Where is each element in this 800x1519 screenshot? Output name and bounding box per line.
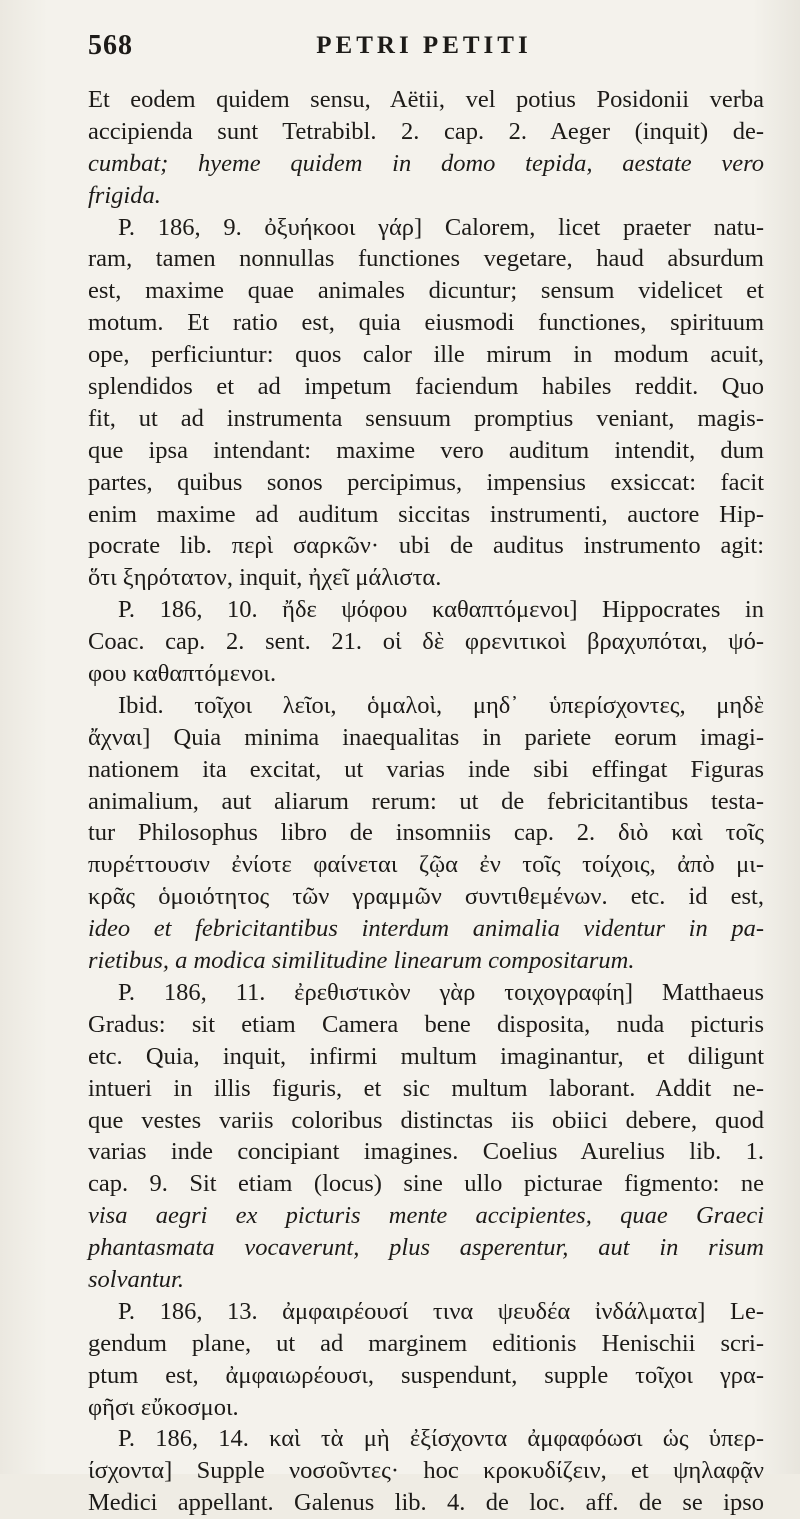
text-line: tur Philosophus libro de insomniis cap. 2. διὸ καὶ τοῖς [88, 819, 764, 847]
text-line: Ibid. τοῖχοι λεῖοι, ὁμαλοὶ, μηδ᾽ ὑπερίσχοντες, μηδὲ [118, 691, 764, 719]
page-number: 568 [88, 30, 133, 61]
text-line: ίσχοντα] Supple νοσοῦντες· hoc κροκυδίζειν, et ψηλαφᾷν [88, 1457, 764, 1485]
text-line: motum. Et ratio est, quia eiusmodi functiones, spirituum [88, 309, 764, 337]
text-line: Et eodem quidem sensu, Aëtii, vel potius Posidonii verba [88, 86, 764, 113]
text-line: ram, tamen nonnullas functiones vegetare, haud absurdum [88, 245, 764, 273]
text-line: ideo et febricitantibus interdum animalia videntur in pa- [88, 915, 764, 943]
text-line: animalium, aut aliarum rerum: ut de febricitantibus testa- [88, 787, 764, 815]
text-body [88, 84, 764, 1519]
text-line: que vestes variis coloribus distinctas iis obiici debere, quod [88, 1106, 764, 1134]
text-line: phantasmata vocaverunt, plus asperentur, aut in risum [88, 1234, 764, 1262]
text-line: φῆσι εὔκοσμοι. [88, 1393, 239, 1421]
text-line: P. 186, 14. καὶ τὰ μὴ ἐξίσχοντα ἀμφαφόωσι ὡς ὑπερ- [118, 1425, 764, 1453]
text-line: nationem ita excitat, ut varias inde sibi effingat Figuras [88, 755, 764, 783]
text-line: P. 186, 13. ἀμφαιρέουσί τινα ψευδέα ἰνδάλματα] Le- [118, 1297, 764, 1325]
text-line: gendum plane, ut ad marginem editionis Henischii scri- [88, 1329, 764, 1357]
text-line: Medici appellant. Galenus lib. 4. de loc. aff. de se ipso [88, 1489, 764, 1517]
text-line: est, maxime quae animales dicuntur; sensum videlicet et [88, 277, 764, 305]
text-line: ὅτι ξηρότατον, inquit, ἠχεῖ μάλιστα. [88, 564, 442, 592]
text-line: φου καθαπτόμενοι. [88, 660, 277, 688]
page-header [88, 30, 760, 70]
text-line: cap. 9. Sit etiam (locus) sine ullo picturae figmento: ne [88, 1170, 764, 1198]
text-line: pocrate lib. περὶ σαρκῶν· ubi de auditus instrumento agit: [88, 532, 764, 560]
text-line: intueri in illis figuris, et sic multum laborant. Addit ne- [88, 1074, 764, 1102]
text-line: rietibus, a modica similitudine linearum compositarum. [88, 947, 635, 975]
text-line: Gradus: sit etiam Camera bene disposita, nuda picturis [88, 1010, 764, 1038]
text-line: solvantur. [88, 1265, 184, 1293]
running-title: PETRI PETITI [316, 32, 532, 59]
text-line: etc. Quia, inquit, infirmi multum imaginantur, et diligunt [88, 1042, 764, 1070]
text-line: ope, perficiuntur: quos calor ille mirum in modum acuit, [88, 341, 764, 369]
text-line: que ipsa intendant: maxime vero auditum intendit, dum [88, 436, 764, 464]
text-line: varias inde concipiant imagines. Coelius Aurelius lib. 1. [88, 1138, 764, 1166]
text-line: πυρέττουσιν ἐνίοτε φαίνεται ζῷα ἐν τοῖς τοίχοις, ἀπὸ μι- [88, 851, 764, 879]
text-line: Coac. cap. 2. sent. 21. οἱ δὲ φρενιτικοὶ βραχυπόται, ψό- [88, 628, 764, 656]
text-line: enim maxime ad auditum siccitas instrumenti, auctore Hip- [88, 500, 764, 528]
text-line: ἄχναι] Quia minima inaequalitas in pariete eorum imagi- [88, 723, 764, 751]
text-line: P. 186, 10. ἤδε ψόφου καθαπτόμενοι] Hippocrates in [118, 596, 764, 624]
text-line: partes, quibus sonos percipimus, impensius exsiccat: facit [88, 468, 764, 496]
text-line: P. 186, 11. ἐρεθιστικὸν γὰρ τοιχογραφίη] Matthaeus [118, 978, 764, 1006]
text-line: cumbat; hyeme quidem in domo tepida, aestate vero [88, 149, 764, 177]
text-line: ptum est, ἀμφαιωρέουσι, suspendunt, supple τοῖχοι γρα- [88, 1361, 764, 1389]
text-line: frigida. [88, 181, 161, 209]
text-line: visa aegri ex picturis mente accipientes, quae Graeci [88, 1202, 764, 1230]
text-line: splendidos et ad impetum faciendum habiles reddit. Quo [88, 373, 764, 401]
text-line: fit, ut ad instrumenta sensuum promptius veniant, magis- [88, 404, 764, 432]
text-line: P. 186, 9. ὀξυήκοοι γάρ] Calorem, licet praeter natu- [118, 213, 764, 241]
text-line: accipienda sunt Tetrabibl. 2. cap. 2. Aeger (inquit) de- [88, 117, 764, 145]
text-line: κρᾶς ὁμοιότητος τῶν γραμμῶν συντιθεμένων. etc. id est, [88, 883, 764, 911]
